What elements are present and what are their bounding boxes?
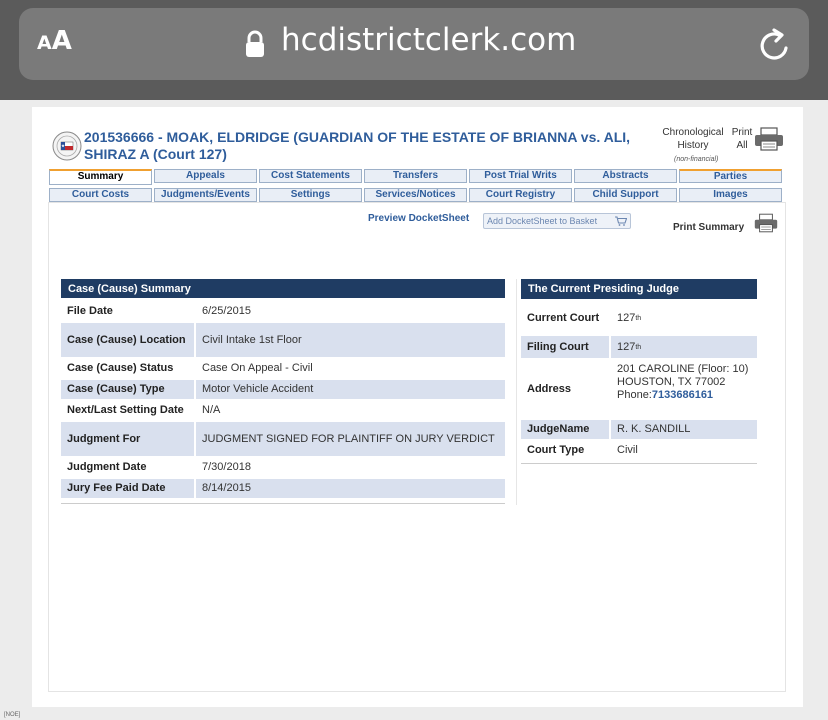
lock-icon (245, 30, 265, 58)
texas-seal-icon (52, 131, 82, 161)
row-label: Current Court (527, 311, 600, 324)
tab-services-notices[interactable]: Services/Notices (364, 188, 467, 202)
case-summary-table (61, 300, 505, 498)
divider (61, 503, 505, 504)
table-row (61, 479, 505, 498)
add-to-basket-label: Add DocketSheet to Basket (487, 216, 598, 226)
row-value: 7/30/2018 (202, 461, 251, 473)
row-label: Case (Cause) Location (61, 323, 194, 357)
table-row (521, 441, 757, 460)
tab-settings[interactable]: Settings (259, 188, 362, 202)
tab-cost-statements[interactable]: Cost Statements (259, 169, 362, 183)
row-label: Case (Cause) Status (67, 362, 174, 374)
shopping-cart-icon (615, 216, 627, 226)
row-value: 8/14/2015 (196, 479, 505, 498)
phone-line (617, 389, 751, 402)
row-value (611, 336, 757, 358)
print-all-link[interactable]: Print All (731, 127, 753, 151)
row-label: Jury Fee Paid Date (61, 479, 194, 498)
filing-court-number: 127 (617, 340, 636, 353)
tab-images[interactable]: Images (679, 188, 782, 202)
row-label: Judgment Date (67, 461, 147, 473)
table-row (61, 422, 505, 456)
address-line-1: 201 CAROLINE (Floor: 10) (617, 363, 749, 375)
divider (521, 463, 757, 464)
table-row (61, 302, 505, 321)
tab-post-trial-writs[interactable]: Post Trial Writs (469, 169, 572, 183)
case-summary-heading: Case (Cause) Summary (61, 279, 505, 299)
row-label: Address (527, 382, 572, 395)
row-label: File Date (67, 305, 113, 317)
row-value (611, 302, 757, 334)
table-row (61, 380, 505, 399)
row-label: Next/Last Setting Date (67, 404, 184, 416)
current-court-number: 127 (617, 311, 636, 324)
non-financial-note: (non-financial) (674, 156, 719, 163)
row-value (611, 360, 757, 418)
tab-child-support[interactable]: Child Support (574, 188, 677, 202)
tab-appeals[interactable]: Appeals (154, 169, 257, 183)
ordinal-suffix: th (635, 343, 642, 351)
tab-court-registry[interactable]: Court Registry (469, 188, 572, 202)
presiding-judge-heading: The Current Presiding Judge (521, 279, 757, 299)
url-text: hcdistrictclerk.com (281, 22, 577, 58)
reload-icon[interactable] (757, 28, 793, 64)
row-value: JUDGMENT SIGNED FOR PLAINTIFF ON JURY VERDICT (196, 422, 505, 456)
row-label: JudgeName (521, 420, 609, 439)
footer-note: [NOE] (4, 712, 21, 718)
print-summary-link[interactable]: Print Summary (673, 222, 745, 233)
phone-link[interactable]: 7133686161 (651, 389, 714, 401)
address-bar[interactable] (19, 8, 809, 80)
phone-label: Phone: (617, 389, 652, 401)
row-value: 6/25/2015 (202, 305, 251, 317)
add-docketsheet-to-basket-button[interactable] (483, 213, 631, 229)
row-label: Filing Court (521, 336, 609, 358)
row-value: Case On Appeal - Civil (202, 362, 313, 374)
row-value: N/A (202, 404, 221, 416)
row-value: Motor Vehicle Accident (196, 380, 505, 399)
table-row (521, 302, 757, 334)
tab-abstracts[interactable]: Abstracts (574, 169, 677, 183)
presiding-judge-table (521, 300, 757, 460)
row-label: Judgment For (61, 422, 194, 456)
table-row (61, 458, 505, 477)
address-line-2: HOUSTON, TX 77002 (617, 376, 726, 388)
tab-parties[interactable]: Parties (679, 169, 782, 183)
row-label: Court Type (527, 444, 585, 456)
table-row (61, 401, 505, 420)
case-title[interactable]: 201536666 - MOAK, ELDRIDGE (GUARDIAN OF THE ESTATE OF BRIANNA vs. ALI, SHIRAZ A (Court 127) (84, 129, 631, 162)
table-row (61, 359, 505, 378)
tab-bar-primary (49, 169, 782, 185)
chronological-history-link[interactable]: Chronological History (662, 127, 724, 151)
ordinal-suffix: th (635, 314, 642, 322)
printer-icon[interactable] (754, 127, 784, 151)
table-row (521, 336, 757, 358)
tab-transfers[interactable]: Transfers (364, 169, 467, 183)
browser-toolbar (0, 0, 828, 100)
page-content (32, 107, 803, 707)
table-row (61, 323, 505, 357)
tab-judgments-events[interactable]: Judgments/Events (154, 188, 257, 202)
print-summary-printer-icon[interactable] (754, 213, 778, 233)
row-value: R. K. SANDILL (611, 420, 757, 439)
tab-summary[interactable]: Summary (49, 169, 152, 185)
row-value: Civil Intake 1st Floor (196, 323, 505, 357)
tab-bar-secondary (49, 188, 782, 202)
divider (516, 279, 517, 505)
row-value: Civil (617, 444, 638, 456)
row-label: Case (Cause) Type (61, 380, 194, 399)
table-row (521, 420, 757, 439)
table-row (521, 360, 757, 418)
preview-docketsheet-link[interactable]: Preview DocketSheet (368, 213, 470, 224)
reader-text-size-button[interactable]: AA (37, 26, 72, 56)
tab-court-costs[interactable]: Court Costs (49, 188, 152, 202)
